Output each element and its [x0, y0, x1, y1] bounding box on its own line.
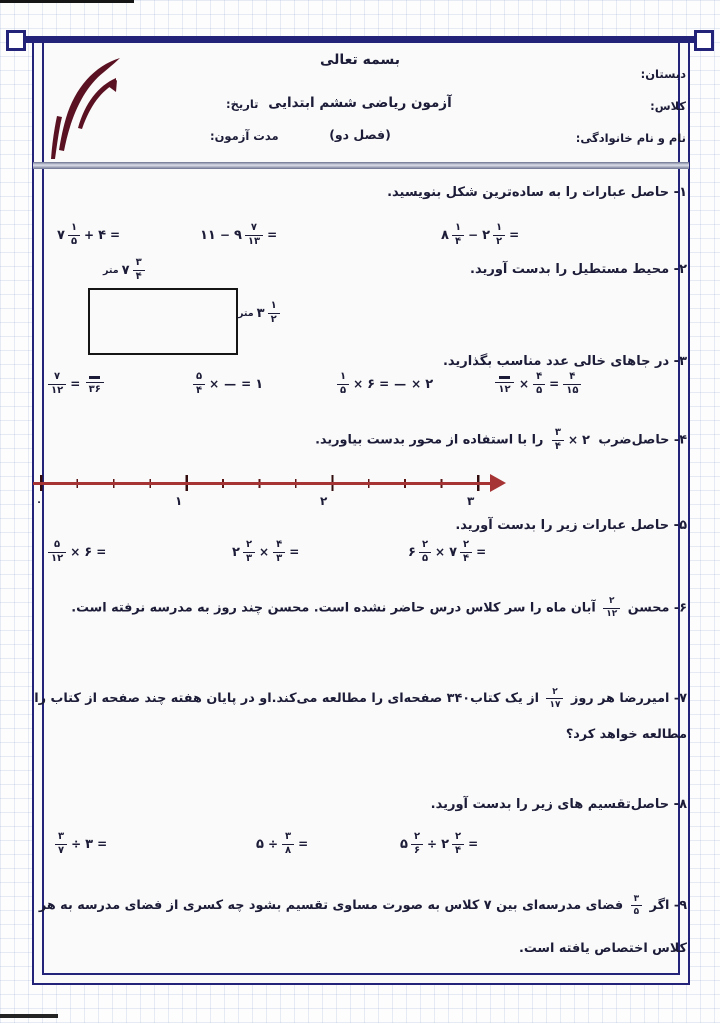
- numerator: ۲: [463, 539, 470, 550]
- integer: ۶: [408, 544, 416, 560]
- divide-operator: ÷: [427, 837, 438, 851]
- q1-expression-2: [200, 223, 278, 247]
- denominator: ۱۲: [603, 608, 620, 620]
- minus-operator: −: [219, 228, 230, 242]
- integer: ۹: [233, 227, 242, 243]
- fraction: [243, 540, 255, 564]
- integer: ۷: [57, 227, 65, 243]
- numerator: ۳: [285, 831, 292, 842]
- q3-expression-1: [494, 372, 581, 396]
- times-operator: ×: [567, 433, 578, 447]
- field-class: کلاس:: [650, 99, 686, 113]
- corner-ornament-left: [6, 30, 26, 51]
- axis-label-3: ۳: [467, 494, 475, 508]
- bismillah: بسمه تعالی: [319, 52, 401, 68]
- q5-expression-2: [232, 540, 300, 564]
- times-operator: ×: [70, 545, 81, 559]
- fraction: [452, 832, 464, 856]
- equals-sign: =: [379, 377, 390, 391]
- times-operator: ×: [435, 545, 446, 559]
- integer: ۱: [255, 376, 264, 392]
- divide-operator: ÷: [267, 837, 278, 851]
- denominator: ۶: [411, 844, 423, 857]
- fraction: [563, 372, 581, 396]
- exam-title: آزمون ریاضی ششم ابتدایی: [268, 95, 452, 111]
- fraction: [419, 540, 431, 564]
- numerator: ۱: [70, 222, 78, 233]
- rect-top-label: [103, 258, 145, 282]
- divide-operator: ÷: [71, 837, 82, 851]
- denominator: ۸: [282, 844, 294, 857]
- integer: ۶: [367, 376, 376, 392]
- denominator: ۴: [460, 552, 472, 565]
- q8-expression-3: [55, 832, 108, 856]
- numerator: ۳: [135, 257, 142, 268]
- fraction: [631, 895, 643, 917]
- question-4-text-b: را با استفاده از محور بدست بیاورید.: [315, 432, 544, 448]
- field-duration: مدت آزمون:: [210, 129, 279, 143]
- fraction: [268, 301, 280, 325]
- question-7-text-b: از یک کتاب۳۴۰ صفحه‌ای را مطالعه می‌کند.او در پایان هفته چند صفحه از کتاب را مطالعه خواهد کرد؟: [34, 691, 687, 742]
- rect-side-label: [238, 301, 280, 325]
- integer: ۷: [449, 544, 458, 560]
- axis-label-1: ۱: [175, 494, 183, 508]
- denominator: ۱۲: [48, 552, 66, 565]
- unit-label: متر: [103, 264, 119, 276]
- top-ornament-bar: [10, 36, 710, 43]
- q1-expression-3: [57, 223, 121, 247]
- numerator: ۲: [413, 831, 421, 842]
- fraction: [411, 832, 423, 856]
- equals-sign: =: [509, 228, 520, 242]
- numerator: ۲: [609, 596, 615, 606]
- denominator: ۲: [493, 235, 505, 248]
- numerator: ۲: [552, 686, 558, 697]
- equals-sign: =: [549, 377, 560, 391]
- integer: ۲: [582, 432, 590, 448]
- field-school: دبستان:: [640, 67, 686, 81]
- equals-sign: =: [97, 837, 108, 851]
- integer: ۳: [85, 836, 94, 852]
- fraction-with-blank: [494, 373, 515, 395]
- question-7-text: [28, 681, 687, 753]
- integer: ۸: [441, 227, 449, 243]
- integer: ۱۱: [200, 227, 216, 243]
- question-6-text-b: آبان ماه را سر کلاس درس حاضر نشده است. محسن چند روز به مدرسه نرفته است.: [71, 600, 596, 616]
- blank-slot: [84, 373, 105, 382]
- numerator: ۳: [554, 427, 561, 438]
- q1-expression-1: [441, 223, 520, 247]
- scan-artifact-bottom: [0, 1014, 58, 1018]
- numerator: ۷: [250, 222, 258, 233]
- integer: ۶: [84, 544, 93, 560]
- blank-slot: [494, 373, 515, 382]
- denominator: ۳۶: [86, 382, 104, 395]
- numerator: ۵: [54, 539, 61, 550]
- question-9-text-a: ۹- اگر: [649, 898, 687, 913]
- fraction: [603, 597, 620, 619]
- blank-slot: —: [394, 377, 407, 391]
- numerator: ۳: [58, 831, 65, 842]
- axis-label-0: ۰: [36, 497, 43, 508]
- q5-expression-3: [48, 540, 107, 564]
- field-date: تاریخ:: [226, 97, 259, 111]
- fraction: [133, 258, 145, 282]
- equals-sign: =: [96, 545, 107, 559]
- equals-sign: =: [468, 837, 479, 851]
- integer: ۵: [256, 836, 264, 852]
- equals-sign: =: [267, 228, 278, 242]
- times-operator: ×: [411, 377, 422, 391]
- fraction: [48, 540, 66, 564]
- denominator: ۷: [55, 844, 67, 857]
- denominator: ۵: [68, 235, 80, 248]
- fraction: [282, 832, 294, 856]
- denominator: ۵: [631, 905, 643, 917]
- question-6-text: [33, 597, 687, 619]
- times-operator: ×: [519, 377, 530, 391]
- question-6-text-a: ۶- محسن: [627, 600, 687, 616]
- equals-sign: =: [110, 228, 121, 242]
- q8-expression-2: [256, 832, 309, 856]
- denominator: ۴: [552, 440, 564, 453]
- fraction: [48, 372, 66, 396]
- integer: ۲: [232, 544, 240, 560]
- question-4-title: [315, 428, 687, 452]
- denominator: ۱۵: [563, 384, 581, 397]
- denominator: ۳: [273, 552, 285, 565]
- times-operator: ×: [353, 377, 364, 391]
- fraction: [546, 688, 563, 710]
- denominator: ۱۲: [48, 384, 66, 397]
- fraction: [193, 372, 205, 396]
- fraction: [68, 223, 80, 247]
- numerator: ۴: [569, 371, 576, 382]
- q3-expression-3: [193, 372, 263, 396]
- question-1-title: ۱- حاصل عبارات را به ساده‌ترین شکل بنویسید.: [387, 185, 687, 200]
- fraction: [552, 428, 564, 452]
- fraction: [55, 832, 67, 856]
- question-8-title: ۸- حاصل‌تقسیم های زیر را بدست آورید.: [430, 797, 687, 812]
- question-4-text-a: ۴- حاصل‌ضرب: [598, 432, 687, 448]
- denominator: ۴: [193, 384, 205, 397]
- fraction: [493, 223, 505, 247]
- denominator: ۵: [533, 384, 545, 397]
- exam-chapter: (فصل دو): [329, 127, 391, 142]
- integer: ۳: [256, 305, 265, 321]
- denominator: ۱۷: [546, 698, 563, 710]
- fraction: [337, 372, 349, 396]
- corner-ornament-right: [694, 30, 714, 51]
- q3-expression-2: [337, 372, 433, 396]
- question-7-text-a: ۷- امیررضا هر روز: [570, 691, 687, 706]
- question-5-title: ۵- حاصل عبارات زیر را بدست آورید.: [455, 518, 687, 533]
- equals-sign: =: [70, 377, 81, 391]
- numerator: ۵: [196, 371, 203, 382]
- q3-expression-4: [48, 372, 105, 396]
- integer: ۴: [98, 227, 107, 243]
- times-operator: ×: [209, 377, 220, 391]
- scan-artifact-top: [0, 0, 134, 3]
- numerator: ۲: [455, 831, 462, 842]
- numerator: ۴: [536, 371, 543, 382]
- unit-label: متر: [238, 307, 254, 319]
- equals-sign: =: [298, 837, 309, 851]
- integer: ۵: [400, 836, 408, 852]
- denominator: ۴: [133, 270, 145, 283]
- numerator: ۴: [276, 539, 283, 550]
- equals-sign: =: [289, 545, 300, 559]
- integer: ۲: [425, 376, 434, 392]
- numerator: ۲: [245, 539, 253, 550]
- question-2-title: ۲- محیط مستطیل را بدست آورید.: [470, 262, 687, 277]
- denominator: ۵: [337, 384, 349, 397]
- denominator: ۵: [419, 552, 431, 565]
- question-9-text: [33, 884, 687, 970]
- integer: ۷: [121, 262, 130, 278]
- arrowhead-icon: [490, 474, 506, 492]
- fraction: [533, 372, 545, 396]
- fraction: [273, 540, 285, 564]
- denominator: ۴: [452, 235, 464, 248]
- rectangle-figure: [88, 288, 238, 355]
- question-3-title: ۳- در جاهای خالی عدد مناسب بگذارید.: [442, 354, 687, 369]
- numerator: ۱: [270, 300, 277, 311]
- denominator: ۳: [243, 552, 255, 565]
- numerator: ۱: [454, 222, 462, 233]
- blank-slot: —: [224, 377, 237, 391]
- minus-operator: −: [468, 228, 479, 242]
- denominator: ۴: [452, 844, 464, 857]
- denominator: ۱۲: [495, 382, 513, 395]
- number-line-axis: [33, 482, 492, 485]
- numerator: ۲: [421, 539, 429, 550]
- q4-expression: [552, 428, 590, 452]
- number-line: [33, 470, 513, 516]
- fraction: [245, 223, 263, 247]
- header-separator: [33, 162, 689, 169]
- question-9-text-b: فضای مدرسه‌ای بین ۷ کلاس به صورت مساوی تقسیم بشود چه کسری از فضای مدرسه به هر کلاس اختصاص یافته است.: [38, 898, 687, 956]
- integer: ۲: [482, 227, 491, 243]
- fraction: [452, 223, 464, 247]
- denominator: ۲: [268, 313, 280, 326]
- fraction: [460, 540, 472, 564]
- equals-sign: =: [241, 377, 252, 391]
- numerator: ۱: [340, 371, 347, 382]
- numerator: ۱: [496, 222, 503, 233]
- fraction-with-blank: [84, 373, 105, 395]
- plus-operator: +: [84, 228, 95, 242]
- numerator: ۷: [54, 371, 61, 382]
- denominator: ۱۳: [245, 235, 263, 248]
- q8-expression-1: [400, 832, 479, 856]
- axis-label-2: ۲: [320, 494, 328, 508]
- numerator: ۳: [633, 893, 640, 904]
- equals-sign: =: [476, 545, 487, 559]
- q5-expression-1: [408, 540, 487, 564]
- times-operator: ×: [259, 545, 270, 559]
- field-name: نام و نام خانوادگی:: [575, 131, 686, 145]
- integer: ۲: [441, 836, 450, 852]
